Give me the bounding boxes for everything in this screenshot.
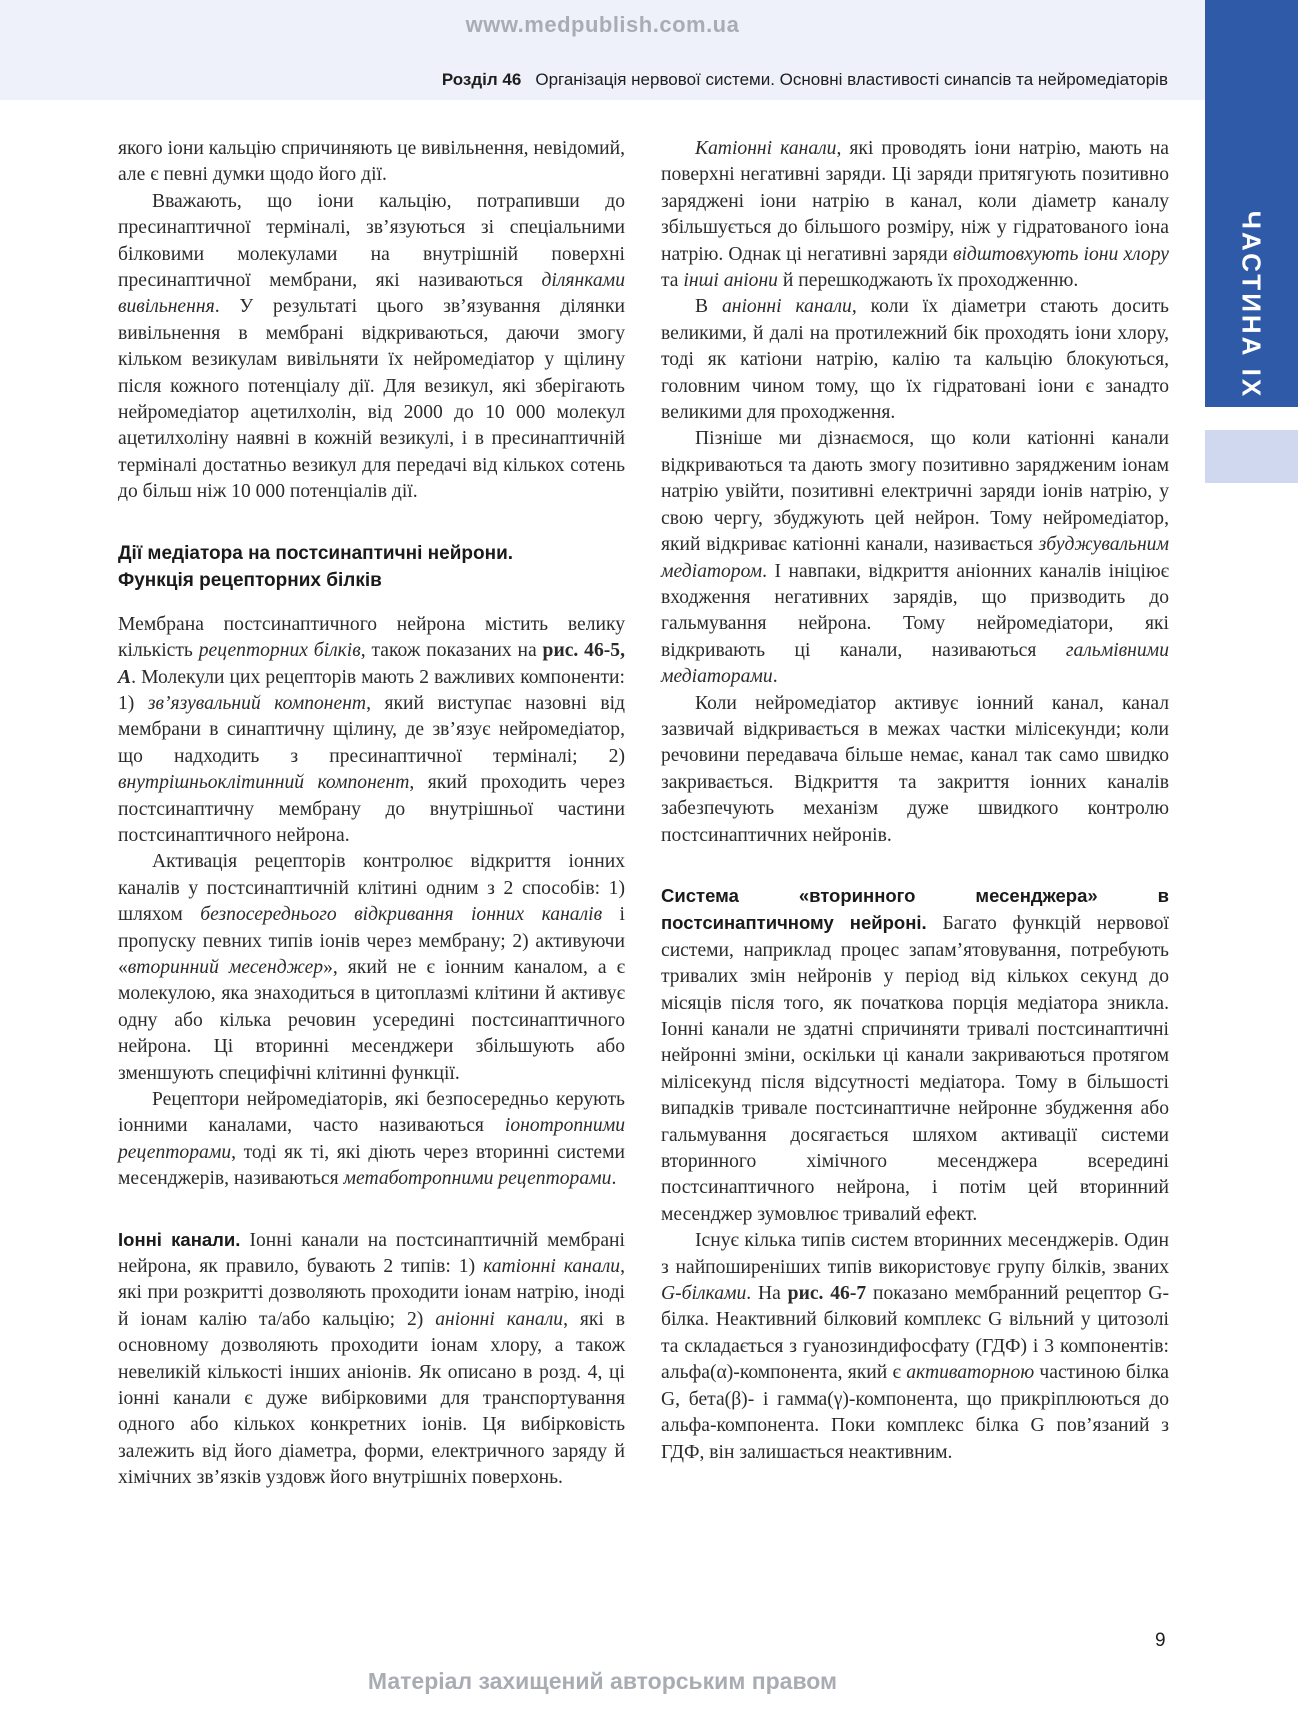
paragraph: Активація рецепторів контролює відкриття іонних каналів у постсинаптичній клітині одним з 2 способів: 1) шляхом безпосереднього відкривання іонних каналів і пропуску певних типів іонів через мембрану; 2) активуючи «вторинний месенджер», який не є іонним каналом, а є молекулою, яка знаходиться в цитоплазмі клітини й активує одну або кілька речовин усередині постсинаптичного нейрона. Ці вторинні месенджери збільшують або зменшують специфічні клітинні функції. (118, 851, 625, 1084)
paragraph: Вважають, що іони кальцію, потрапивши до пресинаптичної терміналі, зв’язуються зі спеціальними білковими молекулами на внутрішній поверхні пресинаптичної мембрани, які називаються ділянками вивільнення. У результаті цього зв’язування ділянки вивільнення в мембрані відкриваються, даючи змогу кільком везикулам вивільняти їх нейромедіатор у щілину після кожного потенціалу дії. Для везикул, які зберігають нейромедіатор ацетилхолін, від 2000 до 10 000 молекул ацетилхоліну наявні в кожній везикулі, і в пресинаптичній терміналі достатньо везикул для передачі від кількох сотень до більш ніж 10 000 потенціалів дії. (118, 190, 625, 503)
section-title: Організація нервової системи. Основні властивості синапсів та нейромедіаторів (535, 70, 1168, 89)
paragraph: якого іони кальцію спричиняють це вивільнення, невідомий, але є певні думки щодо його дії. (118, 138, 625, 186)
section-heading: Дії медіатора на постсинаптичні нейрони. Функція рецепторних білків (118, 542, 514, 591)
copyright-watermark: Матеріал захищений авторським правом (367, 1668, 838, 1694)
left-column (118, 136, 625, 1492)
site-url: www.medpublish.com.ua (465, 12, 740, 37)
page-number: 9 (1155, 1630, 1166, 1651)
right-column (661, 136, 1169, 1466)
paragraph: Існує кілька типів систем вторинних месенджерів. Один з найпоширеніших типів використовує групу білків, званих G-білками. На рис. 46-7 показано мембранний рецептор G-білка. Неактивний білковий комплекс G вільний у цитозолі та складається з гуанозиндифосфату (ГДФ) і 3 компонентів: альфа(α)-компонента, який є активаторною частиною білка G, бета(β)- і гамма(γ)-компонента, що прикріплюються до альфа-компонента. Поки комплекс білка G пов’язаний з ГДФ, він залишається неактивним. (661, 1230, 1170, 1463)
paragraph: Коли нейромедіатор активує іонний канал, канал зазвичай відкривається в межах частки мілісекунди; коли речовини передавача більше немає, канал так само швидко закривається. Відкриття та закриття іонних каналів забезпечують механізм дуже швидкого контролю постсинаптичних нейронів. (661, 692, 1169, 846)
run-in-heading: Система «вторинного месенджера» в постсинаптичному нейроні. (661, 884, 1169, 934)
paragraph: Рецептори нейромедіаторів, які безпосередньо керують іонними каналами, часто називаються іонотропними рецепторами, тоді як ті, які діють через вторинні системи месенджерів, називаються метаботропними рецепторами. (118, 1089, 625, 1190)
part-tab-label: ЧАСТИНА IX (1236, 210, 1267, 400)
part-tab-strip (1205, 430, 1298, 483)
paragraph: Іонні канали. Іонні канали на постсинаптичній мембрані нейрона, як правило, бувають 2 типів: 1) катіонні канали, які при розкритті дозволяють проходити іонам натрію, іноді й іонам калію та/або кальцію; 2) аніонні канали, які в основному дозволяють проходити іонам хлору, а також невеликій кількості інших аніонів. Як описано в розд. 4, ці іонні канали є дуже вибірковими для транспортування одного або кількох конкретних іонів. Ця вибірковість залежить від його діаметра, форми, електричного заряду й хімічних зв’язків уздовж його внутрішніх поверхонь. (118, 1228, 625, 1489)
paragraph: Катіонні канали, які проводять іони натрію, мають на поверхні негативні заряди. Ці заряди притягують позитивно заряджені іони натрію в канал, коли діаметр каналу збільшується до більшого розміру, ніж у гідратованого іона натрію. Однак ці негативні заряди відштовхують іони хлору та інші аніони й перешкоджають їх проходженню. (661, 138, 1169, 292)
run-in-heading: Іонні канали. (118, 1228, 241, 1250)
paragraph: Пізніше ми дізнаємося, що коли катіонні канали відкриваються та дають змогу позитивно зарядженим іонам натрію увійти, позитивні електричні заряди іонів натрію, у свою чергу, збуджують цей нейрон. Тому нейромедіатор, який відкриває катіонні канали, називається збуджувальним медіатором. І навпаки, відкриття аніонних каналів ініціює входження негативних зарядів, що призводить до гальмування нейрона. Тому нейромедіатори, які відкривають ці канали, називаються гальмівними медіаторами. (661, 428, 1169, 688)
paragraph: Система «вторинного месенджера» в постсинаптичному нейроні. Багато функцій нервової системи, наприклад процес запам’ятовування, потребують тривалих змін нейронів у період від кількох секунд до місяців після того, як початкова порція медіатора зникла. Іонні канали не здатні спричиняти тривалі постсинаптичні нейронні зміни, оскільки ці канали закриваються протягом мілісекунд після відсутності медіатора. Тому в більшості випадків тривале постсинаптичне нейронне збудження або гальмування досягається шляхом активації системи вторинного хімічного месенджера всередині постсинаптичного нейрона, і потім цей вторинний месенджер зумовлює тривалий ефект. (661, 884, 1169, 1225)
running-head (442, 70, 1168, 90)
paragraph: Мембрана постсинаптичного нейрона містить велику кількість рецепторних білків, також показаних на рис. 46-5, А. Молекули цих рецепторів мають 2 важливих компоненти: 1) зв’язувальний компонент, який виступає назовні від мембрани в синаптичну щілину, де зв’язує нейромедіатор, що надходить з пресинаптичної терміналі; 2) внутрішньоклітинний компонент, який проходить через постсинаптичну мембрану до внутрішньої частини постсинаптичного нейрона. (118, 613, 626, 846)
paragraph: В аніонні канали, коли їх діаметри стають досить великими, й далі на протилежний бік проходять іони хлору, тоді як катіони натрію, калію та кальцію блокуються, головним чином тому, що їх гідратовані іони є занадто великими для проходження. (661, 296, 1169, 424)
section-label: Розділ 46 (441, 70, 522, 89)
